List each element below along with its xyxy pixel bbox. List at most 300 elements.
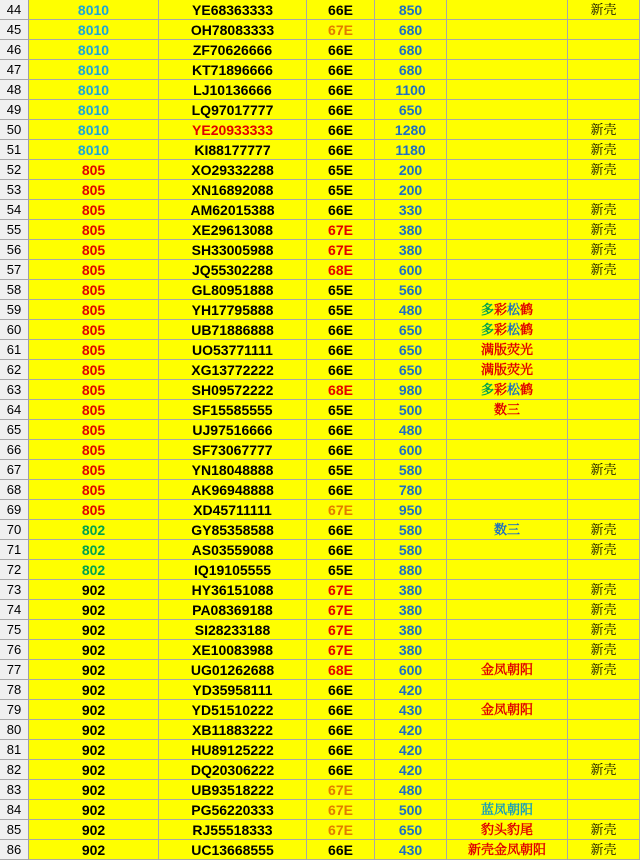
price-cell[interactable]: 580 [375,520,447,540]
note-cell[interactable] [447,600,568,620]
note-cell[interactable]: 新壳金凤朝阳 [447,840,568,860]
price-cell[interactable]: 600 [375,660,447,680]
model-cell[interactable]: 67E [307,620,375,640]
note-cell[interactable] [447,60,568,80]
code-cell[interactable]: XD45711111 [159,500,307,520]
status-cell[interactable]: 新壳 [568,220,640,240]
price-cell[interactable]: 480 [375,300,447,320]
series-cell[interactable]: 8010 [29,40,159,60]
code-cell[interactable]: XG13772222 [159,360,307,380]
code-cell[interactable]: HU89125222 [159,740,307,760]
status-cell[interactable] [568,400,640,420]
series-cell[interactable]: 805 [29,180,159,200]
price-cell[interactable]: 980 [375,380,447,400]
note-cell[interactable] [447,80,568,100]
series-cell[interactable]: 902 [29,640,159,660]
row-number[interactable]: 66 [0,440,29,460]
price-cell[interactable]: 680 [375,40,447,60]
note-cell[interactable]: 数三 [447,400,568,420]
row-number[interactable]: 68 [0,480,29,500]
series-cell[interactable]: 902 [29,740,159,760]
price-cell[interactable]: 1100 [375,80,447,100]
series-cell[interactable]: 902 [29,760,159,780]
status-cell[interactable] [568,740,640,760]
code-cell[interactable]: UB71886888 [159,320,307,340]
note-cell[interactable] [447,740,568,760]
row-number[interactable]: 86 [0,840,29,860]
status-cell[interactable]: 新壳 [568,760,640,780]
row-number[interactable]: 73 [0,580,29,600]
series-cell[interactable]: 8010 [29,80,159,100]
note-cell[interactable] [447,480,568,500]
model-cell[interactable]: 66E [307,320,375,340]
row-number[interactable]: 84 [0,800,29,820]
price-cell[interactable]: 580 [375,540,447,560]
note-cell[interactable] [447,560,568,580]
model-cell[interactable]: 66E [307,680,375,700]
price-cell[interactable]: 380 [375,640,447,660]
model-cell[interactable]: 67E [307,780,375,800]
row-number[interactable]: 78 [0,680,29,700]
series-cell[interactable]: 805 [29,500,159,520]
series-cell[interactable]: 902 [29,700,159,720]
note-cell[interactable] [447,620,568,640]
row-number[interactable]: 48 [0,80,29,100]
code-cell[interactable]: YE68363333 [159,0,307,20]
price-cell[interactable]: 420 [375,720,447,740]
model-cell[interactable]: 66E [307,740,375,760]
series-cell[interactable]: 805 [29,240,159,260]
price-cell[interactable]: 480 [375,420,447,440]
price-cell[interactable]: 680 [375,20,447,40]
series-cell[interactable]: 805 [29,480,159,500]
note-cell[interactable]: 金凤朝阳 [447,660,568,680]
series-cell[interactable]: 805 [29,300,159,320]
note-cell[interactable] [447,280,568,300]
row-number[interactable]: 64 [0,400,29,420]
code-cell[interactable]: DQ20306222 [159,760,307,780]
code-cell[interactable]: AS03559088 [159,540,307,560]
row-number[interactable]: 75 [0,620,29,640]
row-number[interactable]: 59 [0,300,29,320]
price-cell[interactable]: 580 [375,460,447,480]
code-cell[interactable]: YN18048888 [159,460,307,480]
status-cell[interactable] [568,60,640,80]
price-cell[interactable]: 420 [375,680,447,700]
model-cell[interactable]: 67E [307,820,375,840]
note-cell[interactable]: 数三 [447,520,568,540]
row-number[interactable]: 82 [0,760,29,780]
row-number[interactable]: 85 [0,820,29,840]
series-cell[interactable]: 8010 [29,60,159,80]
code-cell[interactable]: GL80951888 [159,280,307,300]
price-cell[interactable]: 880 [375,560,447,580]
row-number[interactable]: 67 [0,460,29,480]
row-number[interactable]: 77 [0,660,29,680]
series-cell[interactable]: 902 [29,620,159,640]
series-cell[interactable]: 902 [29,680,159,700]
model-cell[interactable]: 65E [307,300,375,320]
code-cell[interactable]: AK96948888 [159,480,307,500]
code-cell[interactable]: UJ97516666 [159,420,307,440]
note-cell[interactable] [447,680,568,700]
price-cell[interactable]: 380 [375,600,447,620]
row-number[interactable]: 45 [0,20,29,40]
model-cell[interactable]: 65E [307,560,375,580]
model-cell[interactable]: 66E [307,120,375,140]
price-cell[interactable]: 500 [375,400,447,420]
note-cell[interactable] [447,540,568,560]
model-cell[interactable]: 65E [307,280,375,300]
status-cell[interactable] [568,680,640,700]
code-cell[interactable]: XE10083988 [159,640,307,660]
status-cell[interactable]: 新壳 [568,660,640,680]
status-cell[interactable] [568,420,640,440]
status-cell[interactable] [568,20,640,40]
series-cell[interactable]: 805 [29,340,159,360]
status-cell[interactable] [568,560,640,580]
status-cell[interactable]: 新壳 [568,620,640,640]
code-cell[interactable]: XO29332288 [159,160,307,180]
code-cell[interactable]: LQ97017777 [159,100,307,120]
status-cell[interactable]: 新壳 [568,160,640,180]
model-cell[interactable]: 66E [307,720,375,740]
note-cell[interactable] [447,180,568,200]
price-cell[interactable]: 420 [375,760,447,780]
series-cell[interactable]: 902 [29,780,159,800]
note-cell[interactable]: 满版荧光 [447,340,568,360]
row-number[interactable]: 72 [0,560,29,580]
price-cell[interactable]: 430 [375,700,447,720]
status-cell[interactable] [568,720,640,740]
model-cell[interactable]: 65E [307,180,375,200]
price-cell[interactable]: 950 [375,500,447,520]
code-cell[interactable]: PG56220333 [159,800,307,820]
series-cell[interactable]: 805 [29,280,159,300]
price-cell[interactable]: 780 [375,480,447,500]
note-cell[interactable] [447,420,568,440]
status-cell[interactable]: 新壳 [568,140,640,160]
note-cell[interactable]: 多彩松鹤 [447,380,568,400]
status-cell[interactable]: 新壳 [568,200,640,220]
code-cell[interactable]: YD51510222 [159,700,307,720]
note-cell[interactable] [447,720,568,740]
model-cell[interactable]: 67E [307,580,375,600]
code-cell[interactable]: KI88177777 [159,140,307,160]
note-cell[interactable]: 多彩松鹤 [447,320,568,340]
series-cell[interactable]: 805 [29,220,159,240]
status-cell[interactable]: 新壳 [568,0,640,20]
note-cell[interactable]: 金凤朝阳 [447,700,568,720]
price-cell[interactable]: 600 [375,440,447,460]
series-cell[interactable]: 805 [29,200,159,220]
status-cell[interactable] [568,180,640,200]
status-cell[interactable]: 新壳 [568,840,640,860]
code-cell[interactable]: UO53771111 [159,340,307,360]
price-cell[interactable]: 650 [375,360,447,380]
series-cell[interactable]: 902 [29,580,159,600]
price-cell[interactable]: 200 [375,160,447,180]
price-cell[interactable]: 560 [375,280,447,300]
code-cell[interactable]: OH78083333 [159,20,307,40]
price-cell[interactable]: 680 [375,60,447,80]
note-cell[interactable] [447,260,568,280]
series-cell[interactable]: 8010 [29,140,159,160]
code-cell[interactable]: SI28233188 [159,620,307,640]
series-cell[interactable]: 802 [29,560,159,580]
status-cell[interactable]: 新壳 [568,580,640,600]
row-number[interactable]: 71 [0,540,29,560]
row-number[interactable]: 52 [0,160,29,180]
row-number[interactable]: 51 [0,140,29,160]
status-cell[interactable] [568,100,640,120]
model-cell[interactable]: 68E [307,660,375,680]
price-cell[interactable]: 650 [375,820,447,840]
row-number[interactable]: 83 [0,780,29,800]
code-cell[interactable]: ZF70626666 [159,40,307,60]
note-cell[interactable] [447,200,568,220]
note-cell[interactable] [447,140,568,160]
status-cell[interactable]: 新壳 [568,460,640,480]
model-cell[interactable]: 66E [307,420,375,440]
code-cell[interactable]: XN16892088 [159,180,307,200]
series-cell[interactable]: 902 [29,660,159,680]
code-cell[interactable]: YH17795888 [159,300,307,320]
code-cell[interactable]: UG01262688 [159,660,307,680]
code-cell[interactable]: SH33005988 [159,240,307,260]
row-number[interactable]: 62 [0,360,29,380]
price-cell[interactable]: 430 [375,840,447,860]
row-number[interactable]: 61 [0,340,29,360]
model-cell[interactable]: 66E [307,340,375,360]
code-cell[interactable]: JQ55302288 [159,260,307,280]
row-number[interactable]: 70 [0,520,29,540]
series-cell[interactable]: 805 [29,360,159,380]
row-number[interactable]: 44 [0,0,29,20]
model-cell[interactable]: 66E [307,540,375,560]
model-cell[interactable]: 66E [307,100,375,120]
price-cell[interactable]: 1180 [375,140,447,160]
model-cell[interactable]: 66E [307,140,375,160]
price-cell[interactable]: 420 [375,740,447,760]
code-cell[interactable]: GY85358588 [159,520,307,540]
price-cell[interactable]: 650 [375,100,447,120]
series-cell[interactable]: 802 [29,540,159,560]
row-number[interactable]: 80 [0,720,29,740]
code-cell[interactable]: RJ55518333 [159,820,307,840]
status-cell[interactable] [568,700,640,720]
series-cell[interactable]: 802 [29,520,159,540]
price-cell[interactable]: 600 [375,260,447,280]
price-cell[interactable]: 480 [375,780,447,800]
note-cell[interactable] [447,460,568,480]
note-cell[interactable] [447,240,568,260]
row-number[interactable]: 53 [0,180,29,200]
note-cell[interactable] [447,500,568,520]
code-cell[interactable]: UB93518222 [159,780,307,800]
code-cell[interactable]: SF15585555 [159,400,307,420]
code-cell[interactable]: IQ19105555 [159,560,307,580]
price-cell[interactable]: 380 [375,580,447,600]
price-cell[interactable]: 1280 [375,120,447,140]
model-cell[interactable]: 65E [307,400,375,420]
status-cell[interactable] [568,280,640,300]
code-cell[interactable]: HY36151088 [159,580,307,600]
row-number[interactable]: 50 [0,120,29,140]
price-cell[interactable]: 380 [375,220,447,240]
code-cell[interactable]: XE29613088 [159,220,307,240]
model-cell[interactable]: 66E [307,840,375,860]
price-cell[interactable]: 650 [375,340,447,360]
note-cell[interactable]: 蓝凤朝阳 [447,800,568,820]
model-cell[interactable]: 66E [307,700,375,720]
series-cell[interactable]: 805 [29,160,159,180]
model-cell[interactable]: 66E [307,80,375,100]
status-cell[interactable]: 新壳 [568,120,640,140]
code-cell[interactable]: AM62015388 [159,200,307,220]
code-cell[interactable]: UC13668555 [159,840,307,860]
model-cell[interactable]: 67E [307,600,375,620]
series-cell[interactable]: 805 [29,320,159,340]
note-cell[interactable] [447,440,568,460]
series-cell[interactable]: 805 [29,260,159,280]
row-number[interactable]: 81 [0,740,29,760]
model-cell[interactable]: 67E [307,240,375,260]
model-cell[interactable]: 65E [307,460,375,480]
note-cell[interactable] [447,640,568,660]
note-cell[interactable]: 多彩松鹤 [447,300,568,320]
model-cell[interactable]: 68E [307,380,375,400]
code-cell[interactable]: LJ10136666 [159,80,307,100]
model-cell[interactable]: 66E [307,0,375,20]
series-cell[interactable]: 805 [29,380,159,400]
series-cell[interactable]: 8010 [29,120,159,140]
note-cell[interactable] [447,220,568,240]
series-cell[interactable]: 805 [29,440,159,460]
code-cell[interactable]: XB11883222 [159,720,307,740]
row-number[interactable]: 63 [0,380,29,400]
row-number[interactable]: 56 [0,240,29,260]
price-cell[interactable]: 850 [375,0,447,20]
status-cell[interactable] [568,480,640,500]
model-cell[interactable]: 67E [307,800,375,820]
status-cell[interactable] [568,40,640,60]
status-cell[interactable] [568,780,640,800]
series-cell[interactable]: 805 [29,420,159,440]
model-cell[interactable]: 66E [307,440,375,460]
series-cell[interactable]: 902 [29,800,159,820]
row-number[interactable]: 58 [0,280,29,300]
price-cell[interactable]: 500 [375,800,447,820]
model-cell[interactable]: 66E [307,520,375,540]
price-cell[interactable]: 650 [375,320,447,340]
model-cell[interactable]: 67E [307,20,375,40]
series-cell[interactable]: 902 [29,820,159,840]
note-cell[interactable] [447,780,568,800]
code-cell[interactable]: KT71896666 [159,60,307,80]
model-cell[interactable]: 67E [307,640,375,660]
code-cell[interactable]: SF73067777 [159,440,307,460]
status-cell[interactable] [568,300,640,320]
code-cell[interactable]: SH09572222 [159,380,307,400]
row-number[interactable]: 49 [0,100,29,120]
series-cell[interactable]: 8010 [29,20,159,40]
note-cell[interactable] [447,160,568,180]
status-cell[interactable]: 新壳 [568,540,640,560]
note-cell[interactable] [447,580,568,600]
price-cell[interactable]: 330 [375,200,447,220]
series-cell[interactable]: 902 [29,720,159,740]
note-cell[interactable]: 满版荧光 [447,360,568,380]
note-cell[interactable] [447,0,568,20]
row-number[interactable]: 46 [0,40,29,60]
status-cell[interactable] [568,440,640,460]
status-cell[interactable] [568,380,640,400]
status-cell[interactable] [568,80,640,100]
series-cell[interactable]: 8010 [29,100,159,120]
row-number[interactable]: 54 [0,200,29,220]
model-cell[interactable]: 66E [307,60,375,80]
status-cell[interactable]: 新壳 [568,240,640,260]
price-cell[interactable]: 200 [375,180,447,200]
row-number[interactable]: 65 [0,420,29,440]
row-number[interactable]: 74 [0,600,29,620]
note-cell[interactable] [447,120,568,140]
status-cell[interactable] [568,340,640,360]
row-number[interactable]: 69 [0,500,29,520]
status-cell[interactable] [568,500,640,520]
status-cell[interactable]: 新壳 [568,820,640,840]
series-cell[interactable]: 902 [29,600,159,620]
note-cell[interactable] [447,20,568,40]
price-cell[interactable]: 380 [375,620,447,640]
status-cell[interactable] [568,800,640,820]
row-number[interactable]: 47 [0,60,29,80]
status-cell[interactable]: 新壳 [568,640,640,660]
status-cell[interactable] [568,360,640,380]
series-cell[interactable]: 8010 [29,0,159,20]
model-cell[interactable]: 66E [307,360,375,380]
code-cell[interactable]: YE20933333 [159,120,307,140]
note-cell[interactable] [447,40,568,60]
model-cell[interactable]: 67E [307,500,375,520]
status-cell[interactable]: 新壳 [568,260,640,280]
note-cell[interactable] [447,100,568,120]
row-number[interactable]: 57 [0,260,29,280]
series-cell[interactable]: 805 [29,460,159,480]
series-cell[interactable]: 805 [29,400,159,420]
code-cell[interactable]: YD35958111 [159,680,307,700]
model-cell[interactable]: 67E [307,220,375,240]
status-cell[interactable]: 新壳 [568,600,640,620]
code-cell[interactable]: PA08369188 [159,600,307,620]
model-cell[interactable]: 66E [307,480,375,500]
price-cell[interactable]: 380 [375,240,447,260]
model-cell[interactable]: 66E [307,40,375,60]
status-cell[interactable]: 新壳 [568,520,640,540]
model-cell[interactable]: 66E [307,760,375,780]
row-number[interactable]: 55 [0,220,29,240]
row-number[interactable]: 76 [0,640,29,660]
model-cell[interactable]: 66E [307,200,375,220]
row-number[interactable]: 60 [0,320,29,340]
note-cell[interactable]: 豹头豹尾 [447,820,568,840]
series-cell[interactable]: 902 [29,840,159,860]
model-cell[interactable]: 65E [307,160,375,180]
row-number[interactable]: 79 [0,700,29,720]
status-cell[interactable] [568,320,640,340]
note-cell[interactable] [447,760,568,780]
